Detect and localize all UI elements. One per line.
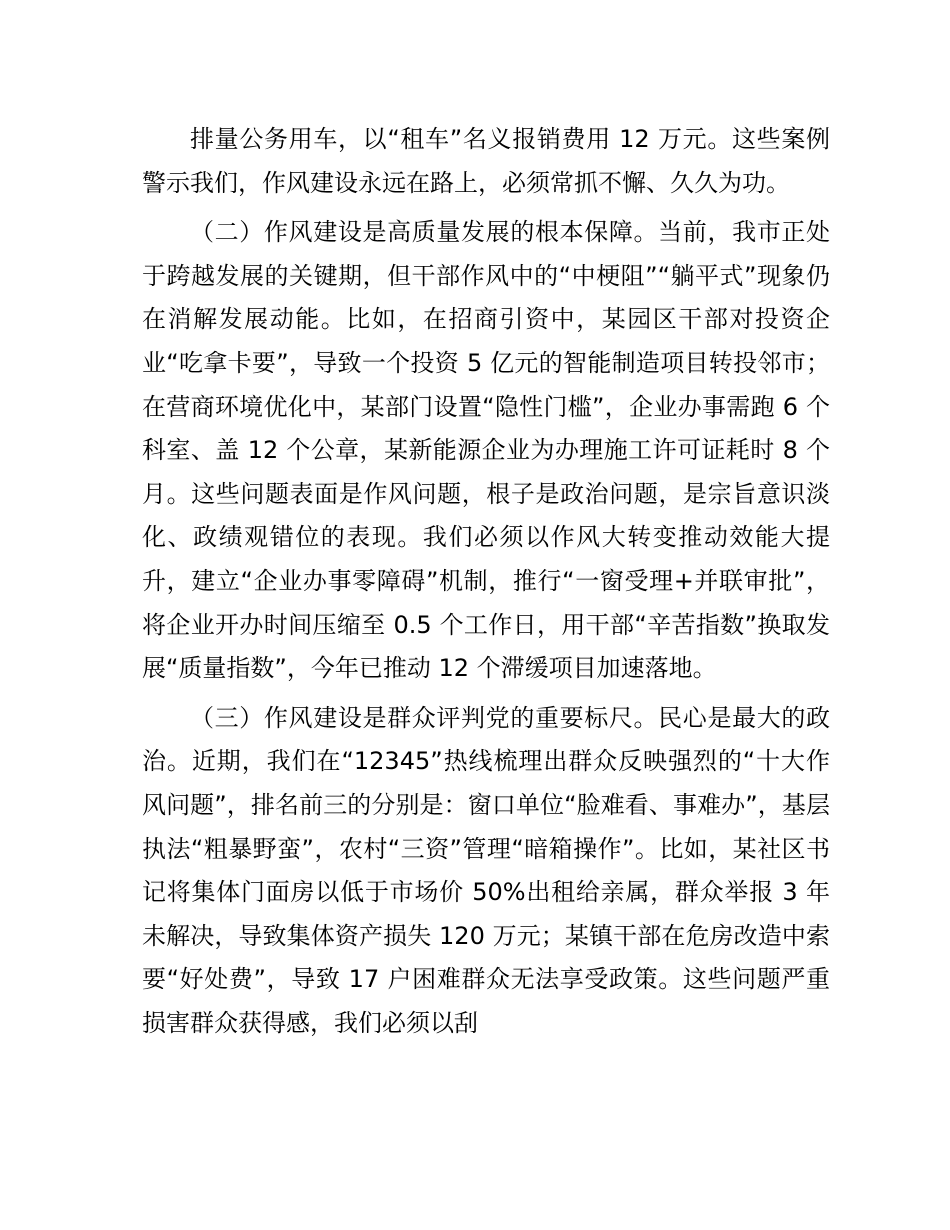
document-body: [142, 118, 830, 1045]
paragraph-section-three: （三）作风建设是群众评判党的重要标尺。民心是最大的政治。近期，我们在“12345”热线梳理出群众反映强烈的“十大作风问题”，排名前三的分别是：窗口单位“脸难看、事难办”，基层执法“粗暴野蛮”，农村“三资”管理“暗箱操作”。比如，某社区书记将集体门面房以低于市场价 50%出租给亲属，群众举报 3 年未解决，导致集体资产损失 120 万元；某镇干部在危房改造中索要“好处费”，导致 17 户困难群众无法享受政策。这些问题严重损害群众获得感，我们必须以刮: [142, 703, 830, 1037]
paragraph-case-warning: 排量公务用车，以“租车”名义报销费用 12 万元。这些案例警示我们，作风建设永远在路上，必须常抓不懈、久久为功。: [142, 125, 830, 197]
paragraph-section-two: （二）作风建设是高质量发展的根本保障。当前，我市正处于跨越发展的关键期，但干部作风中的“中梗阻”“躺平式”现象仍在消解发展动能。比如，在招商引资中，某园区干部对投资企业“吃拿卡要”，导致一个投资 5 亿元的智能制造项目转投邻市；在营商环境优化中，某部门设置“隐性门槛”，企业办事需跑 6 个科室、盖 12 个公章，某新能源企业为办理施工许可证耗时 8 个月。这些问题表面是作风问题，根子是政治问题，是宗旨意识淡化、政绩观错位的表现。我们必须以作风大转变推动效能大提升，建立“企业办事零障碍”机制，推行“一窗受理+并联审批”，将企业开办时间压缩至 0.5 个工作日，用干部“辛苦指数”换取发展“质量指数”，今年已推动 12 个滞缓项目加速落地。: [142, 218, 830, 683]
